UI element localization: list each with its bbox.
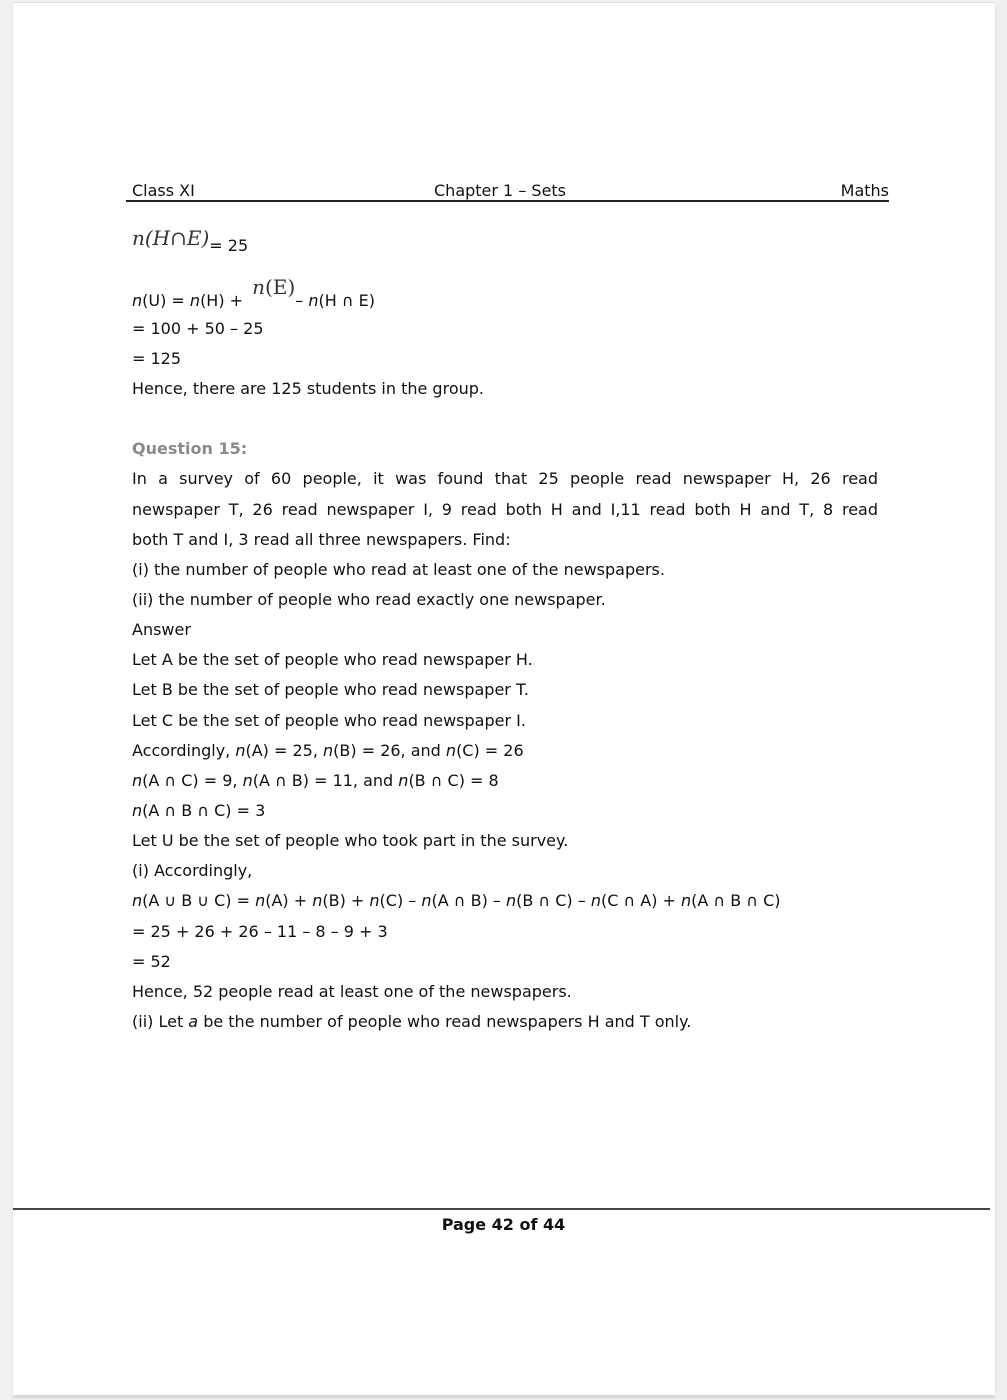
let-b-line: Let B be the set of people who read newspaper T. — [132, 680, 529, 699]
h-intersect-e-line — [132, 223, 248, 255]
n-symbol: n — [189, 291, 201, 310]
header-class: Class XI — [132, 181, 195, 200]
question-part-i: (i) the number of people who read at least one of the newspapers. — [132, 560, 665, 579]
let-u-line: Let U be the set of people who took part in the survey. — [132, 831, 569, 850]
formula-part: (A ∩ C) = 9, — [142, 771, 243, 790]
formula-part: (A ∩ B ∩ C) — [691, 891, 781, 910]
h-intersect-e-math: n(H∩E) — [132, 226, 210, 250]
formula-part: (C ∩ A) + — [600, 891, 682, 910]
formula-part: (C) = 26 — [456, 741, 524, 760]
formula-part: (A ∩ B) = 11, and — [252, 771, 399, 790]
union-formula-line — [132, 275, 376, 316]
let-a-line: Let A be the set of people who read newspaper H. — [132, 650, 533, 669]
question-line-2: newspaper T, 26 read newspaper I, 9 read both H and I,11 read both H and T, 8 read — [132, 500, 878, 519]
n-symbol: n — [132, 891, 143, 910]
n-symbol: n — [421, 891, 432, 910]
n-symbol: n — [242, 771, 253, 790]
formula-part: (E) — [265, 275, 296, 299]
question-line-1: In a survey of 60 people, it was found that 25 people read newspaper H, 26 read — [132, 469, 878, 488]
document-page — [13, 2, 995, 1395]
formula-part: (B ∩ C) = 8 — [408, 771, 499, 790]
header-divider — [126, 200, 889, 202]
previous-conclusion: Hence, there are 125 students in the group. — [132, 379, 484, 398]
n-symbol: n — [505, 891, 517, 910]
n-symbol: n — [590, 891, 601, 910]
page-number: Page 42 of 44 — [441, 1215, 566, 1234]
question-part-ii: (ii) the number of people who read exactly one newspaper. — [132, 590, 606, 609]
formula-part: (A ∩ B) – — [431, 891, 506, 910]
formula-part: be the number of people who read newspapers H and T only. — [198, 1012, 692, 1031]
n-symbol: n — [308, 291, 319, 310]
part-ii-intro — [132, 1007, 691, 1037]
n-symbol: n — [132, 771, 143, 790]
formula-part: (C) – — [379, 891, 422, 910]
formula-part: (H ∩ E) — [318, 291, 376, 310]
formula-part: (U) = — [142, 291, 190, 310]
formula-part: (A) + — [265, 891, 313, 910]
calc-step-2: = 125 — [132, 349, 182, 368]
let-c-line: Let C be the set of people who read newspaper I. — [132, 711, 526, 730]
calc-step-1: = 100 + 50 – 25 — [132, 319, 264, 338]
calc-line-2: = 52 — [132, 952, 171, 971]
formula-part: (A ∩ B ∩ C) = 3 — [142, 801, 266, 820]
n-symbol: n — [235, 741, 246, 760]
formula-part: (B) = 26, and — [333, 741, 446, 760]
intersections-line — [132, 766, 499, 796]
formula-part: Accordingly, — [132, 741, 236, 760]
n-symbol: n — [681, 891, 692, 910]
n-symbol: n — [323, 741, 334, 760]
viewer-side-strip — [998, 0, 1007, 1400]
n-symbol: n — [132, 801, 143, 820]
conclusion-part-i: Hence, 52 people read at least one of the newspapers. — [132, 982, 572, 1001]
cardinalities-line — [132, 736, 524, 766]
n-symbol: n — [255, 891, 266, 910]
formula-part: (ii) Let — [132, 1012, 189, 1031]
formula-part: (A) = 25, — [245, 741, 324, 760]
calc-line-1: = 25 + 26 + 26 – 11 – 8 – 9 + 3 — [132, 922, 388, 941]
part-i-intro: (i) Accordingly, — [132, 861, 253, 880]
question-line-3: both T and I, 3 read all three newspapers. Find: — [132, 530, 511, 549]
question-title: Question 15: — [132, 439, 248, 458]
formula-part: – — [295, 291, 309, 310]
n-symbol: n — [132, 291, 143, 310]
formula-part: (B) + — [322, 891, 370, 910]
header-subject: Maths — [840, 181, 889, 200]
h-intersect-e-value: = 25 — [209, 236, 249, 255]
n-symbol: n — [445, 741, 457, 760]
formula-part: (H) + — [200, 291, 249, 310]
answer-label: Answer — [132, 620, 191, 639]
variable-a: a — [188, 1012, 199, 1031]
formula-part: (B ∩ C) – — [516, 891, 591, 910]
footer-divider — [13, 1208, 990, 1210]
inclusion-exclusion-formula — [132, 886, 781, 916]
header-chapter: Chapter 1 – Sets — [434, 181, 567, 200]
page-header — [126, 179, 889, 201]
formula-part: (A ∪ B ∪ C) = — [142, 891, 256, 910]
n-symbol: n — [369, 891, 380, 910]
n-symbol: n — [398, 771, 409, 790]
n-symbol: n — [252, 275, 266, 299]
triple-intersection-line — [132, 796, 265, 826]
n-symbol: n — [312, 891, 323, 910]
n-e-math — [252, 275, 295, 299]
